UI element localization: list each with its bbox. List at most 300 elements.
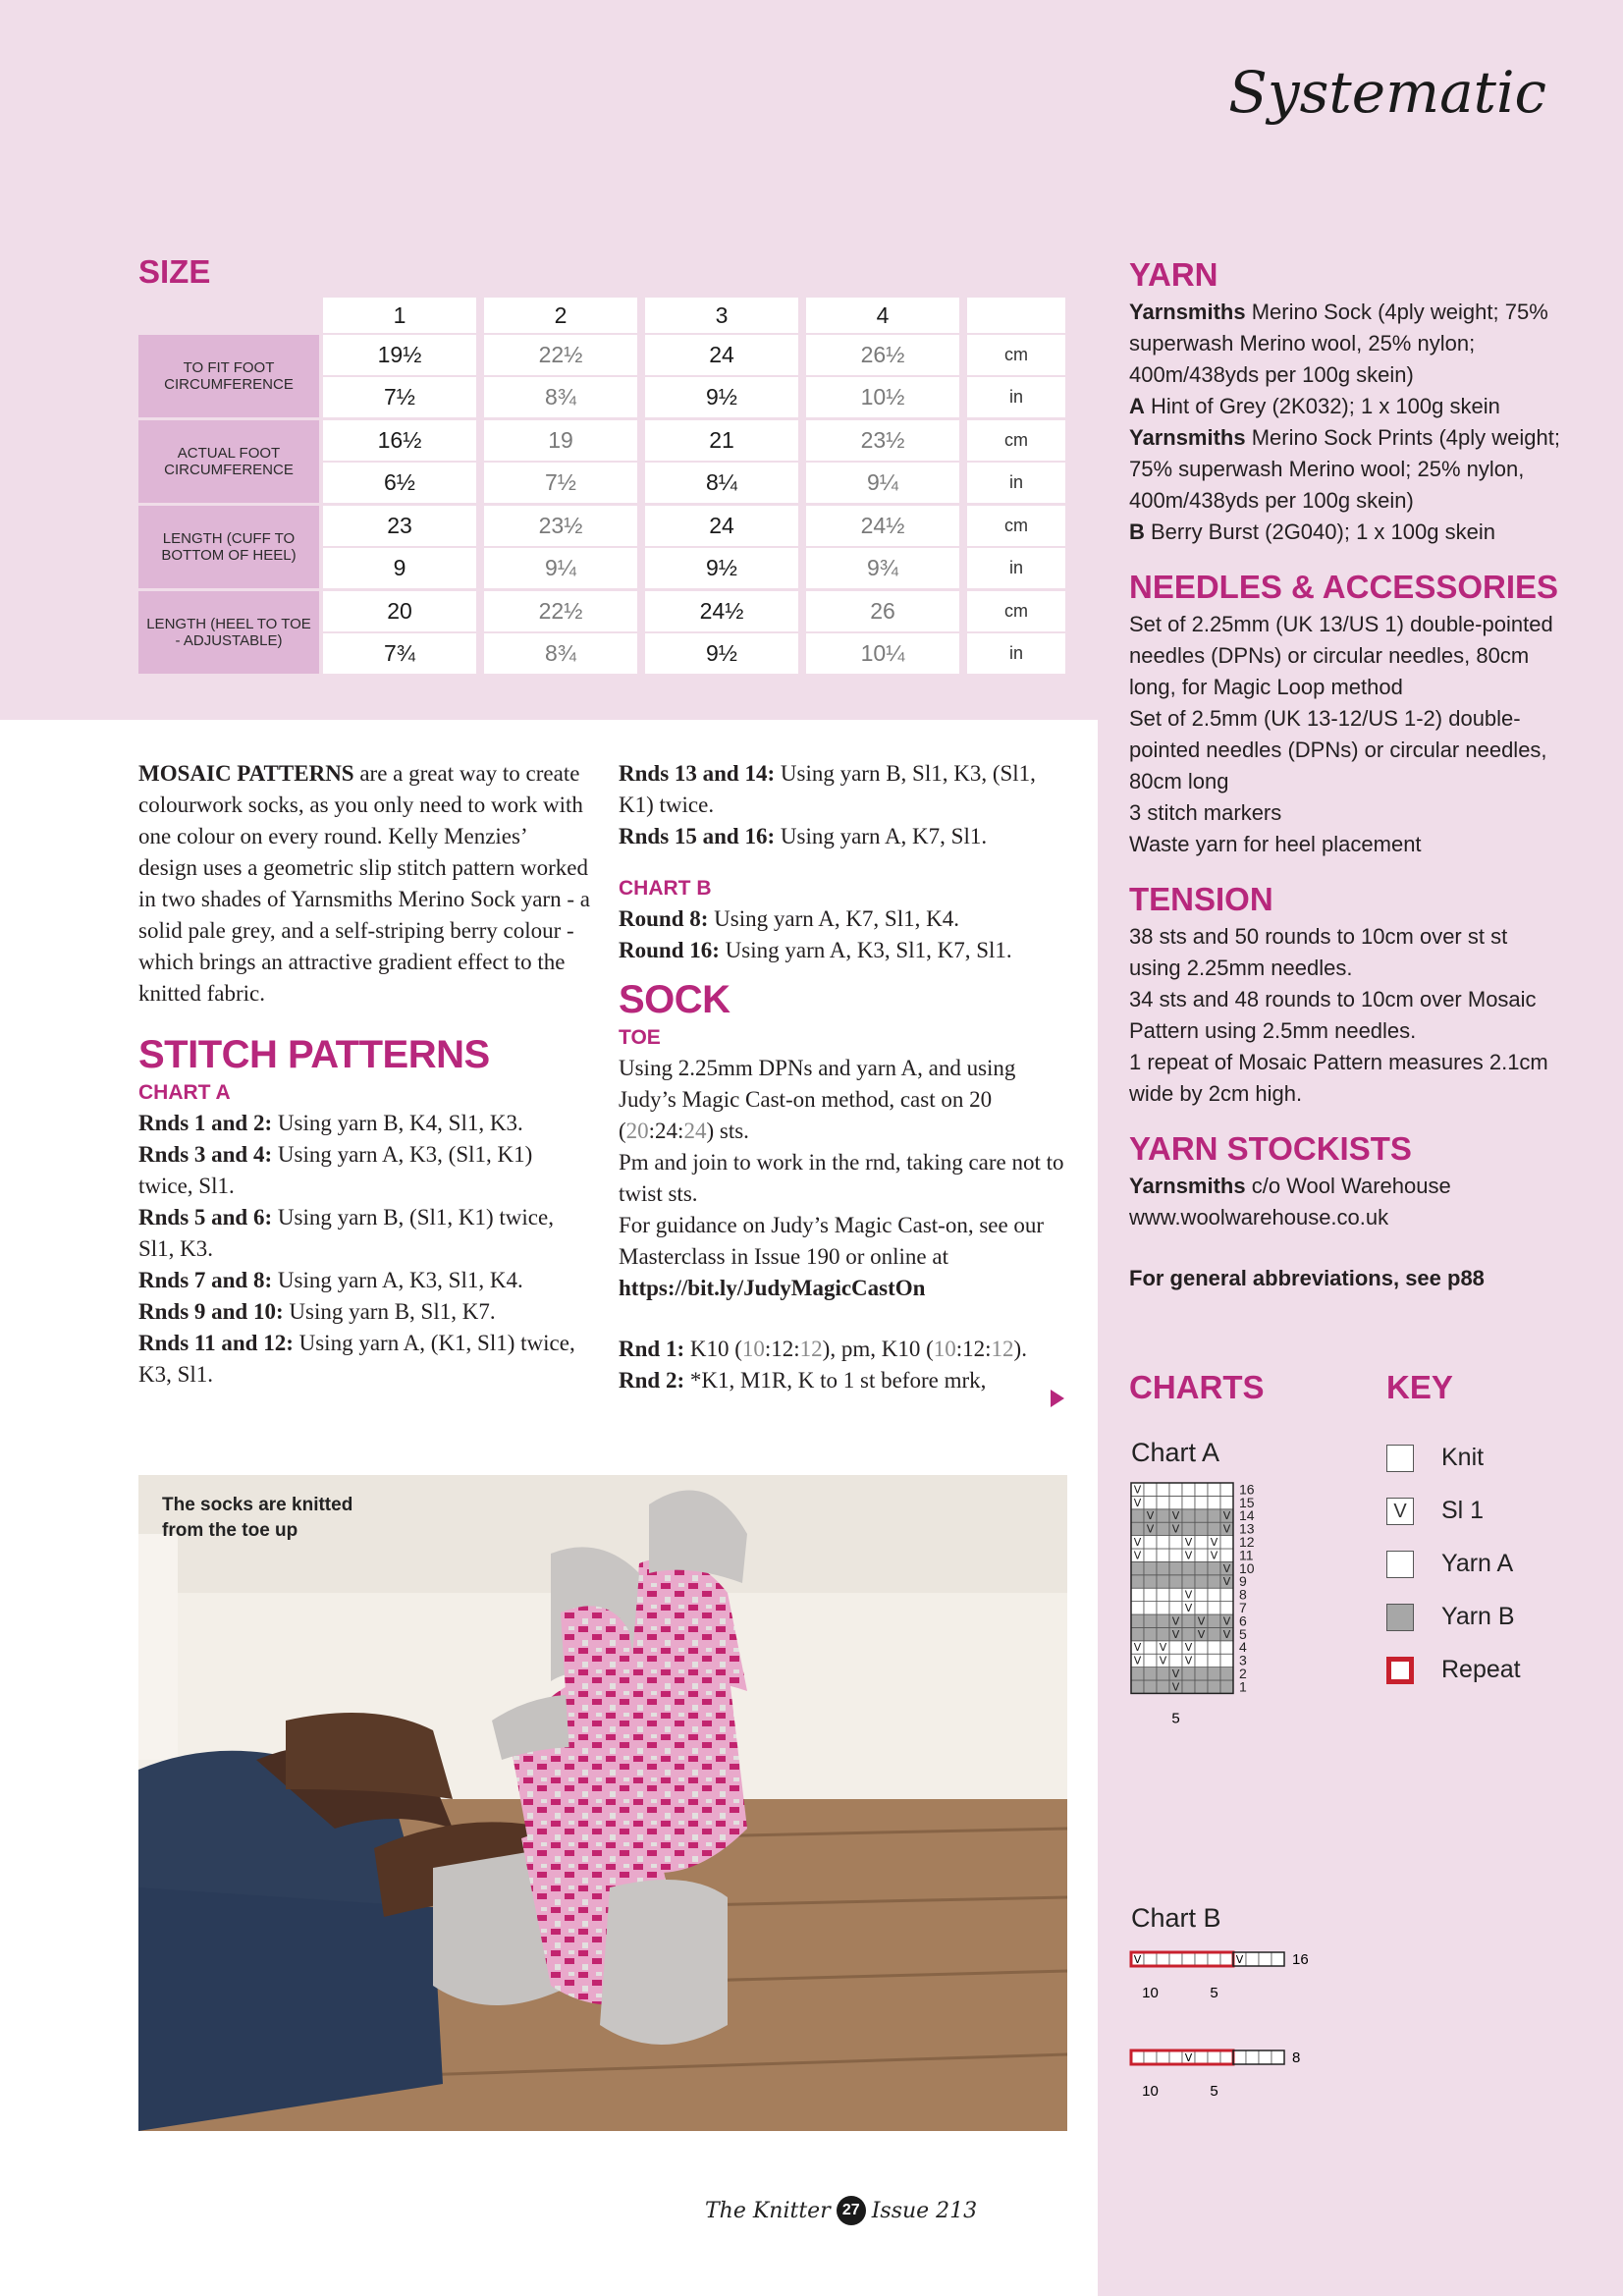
key-label: Repeat — [1441, 1656, 1521, 1683]
chart-a-slip-mark: V — [1171, 1680, 1180, 1694]
chart-a-cell — [1157, 1575, 1169, 1588]
size-unit-in: in — [967, 633, 1065, 674]
chart-a-instructions-continued — [619, 758, 1070, 852]
chart-b-cell — [1259, 2050, 1271, 2064]
chart-a-instructions — [138, 1108, 590, 1391]
chart-a-cell — [1195, 1496, 1208, 1508]
size-value-cm: 19 — [484, 420, 637, 461]
chart-a-cell — [1169, 1496, 1182, 1508]
chart-a-cell — [1157, 1614, 1169, 1627]
chart-a-cell — [1208, 1575, 1220, 1588]
chart-a-slip-mark: V — [1133, 1549, 1142, 1562]
size-unit-cm: cm — [967, 335, 1065, 375]
magic-cast-on-link[interactable]: https://bit.ly/JudyMagicCastOn — [619, 1276, 926, 1300]
chart-a-cell — [1157, 1522, 1169, 1535]
key-swatch-repeat — [1386, 1657, 1414, 1684]
chart-b-grid — [1127, 1944, 1422, 2121]
chart-a-slip-mark: V — [1146, 1509, 1155, 1523]
chart-a-cell — [1220, 1588, 1233, 1601]
size-value-cm: 23½ — [806, 420, 959, 461]
chart-b-column-number: 10 — [1142, 1985, 1159, 2001]
chart-b-cell — [1271, 2050, 1284, 2064]
chart-b-cell — [1246, 2050, 1259, 2064]
chart-b-cell — [1208, 2050, 1220, 2064]
chart-a-cell — [1144, 1641, 1157, 1654]
chart-a-cell — [1208, 1667, 1220, 1680]
section-title: Systematic — [1228, 59, 1546, 126]
needles-item: Set of 2.25mm (UK 13/US 1) double-pointed needles (DPNs) or circular needles, 80cm long, for Magic Loop method — [1129, 612, 1553, 699]
chart-a-cell — [1169, 1483, 1182, 1496]
tension-heading: TENSION — [1129, 881, 1273, 917]
size-unit-cm: cm — [967, 591, 1065, 631]
chart-b-cell — [1233, 2050, 1246, 2064]
toe-paragraph-1: Using 2.25mm DPNs and yarn A, and using Judy’s Magic Cast-on method, cast on 20 (20:24:24) sts. — [619, 1056, 1016, 1143]
stockists-heading: YARN STOCKISTS — [1129, 1130, 1412, 1167]
photo-caption: The socks are knitted from the toe up — [162, 1495, 353, 1541]
chart-a-cell — [1208, 1654, 1220, 1667]
chart-a-cell — [1220, 1483, 1233, 1496]
key-item-yarnB — [1386, 1603, 1515, 1631]
key-swatch-sl1: V — [1386, 1498, 1414, 1525]
chart-a-cell — [1131, 1561, 1144, 1574]
chart-a-cell — [1144, 1667, 1157, 1680]
chart-a-cell — [1144, 1680, 1157, 1693]
chart-a-cell — [1144, 1536, 1157, 1549]
chart-b-slip-mark: V — [1184, 2051, 1193, 2064]
key-label: Knit — [1441, 1444, 1485, 1471]
stockist-line: Yarnsmiths c/o Wool Warehouse — [1129, 1174, 1451, 1198]
chart-a-row-number: 8 — [1239, 1586, 1247, 1603]
chart-a-slip-mark: V — [1197, 1614, 1206, 1628]
chart-a-slip-mark: V — [1171, 1667, 1180, 1680]
chart-a-cell — [1131, 1588, 1144, 1601]
size-column-header: 1 — [323, 298, 476, 333]
size-unit-cm: cm — [967, 420, 1065, 461]
chart-a-row-number: 2 — [1239, 1666, 1247, 1681]
chart-a-cell — [1208, 1561, 1220, 1574]
chart-b-cell — [1144, 1952, 1157, 1966]
chart-a-slip-mark: V — [1171, 1614, 1180, 1628]
chart-a-cell — [1195, 1641, 1208, 1654]
chart-b-slip-mark: V — [1235, 1953, 1244, 1966]
chart-a-slip-mark: V — [1222, 1627, 1231, 1641]
chart-a-cell — [1144, 1588, 1157, 1601]
key-label: Sl 1 — [1441, 1497, 1485, 1524]
chart-a-slip-mark: V — [1171, 1627, 1180, 1641]
magazine-name: The Knitter — [705, 2198, 831, 2223]
size-value-cm: 19½ — [323, 335, 476, 375]
chart-a-cell — [1208, 1509, 1220, 1522]
size-value-in: 9½ — [645, 548, 798, 588]
chart-a-cell — [1220, 1680, 1233, 1693]
chart-a-cell — [1144, 1614, 1157, 1627]
chart-b-label: Chart B — [1131, 1903, 1221, 1933]
size-value-cm: 24½ — [645, 591, 798, 631]
chart-a-cell — [1195, 1536, 1208, 1549]
chart-a-cell — [1131, 1602, 1144, 1614]
size-unit-in: in — [967, 377, 1065, 417]
chart-a-slip-mark: V — [1133, 1654, 1142, 1667]
chart-a-cell — [1144, 1575, 1157, 1588]
continue-arrow-icon — [1051, 1390, 1064, 1407]
yarn-line-4: B Berry Burst (2G040); 1 x 100g skein — [1129, 519, 1495, 544]
right-column — [1129, 253, 1561, 1294]
chart-a-cell — [1220, 1641, 1233, 1654]
intro-lead: MOSAIC PATTERNS — [138, 761, 354, 786]
chart-a-cell — [1144, 1602, 1157, 1614]
chart-a-cell — [1195, 1483, 1208, 1496]
chart-a-cell — [1144, 1627, 1157, 1640]
chart-a-heading: CHART A — [138, 1081, 231, 1104]
chart-a-cell — [1169, 1641, 1182, 1654]
chart-a-cell — [1144, 1549, 1157, 1561]
size-row-label: ACTUAL FOOT CIRCUMFERENCE — [138, 420, 319, 503]
middle-column — [619, 758, 1070, 1396]
chart-a-row-number: 13 — [1239, 1520, 1255, 1537]
rnd-1: Rnd 1: K10 (10:12:12), pm, K10 (10:12:12). — [619, 1337, 1027, 1361]
chart-a-cell — [1182, 1614, 1195, 1627]
chart-a-cell — [1169, 1654, 1182, 1667]
chart-a-row-number: 5 — [1239, 1625, 1247, 1642]
chart-a-cell — [1157, 1680, 1169, 1693]
chart-a-cell — [1182, 1627, 1195, 1640]
chart-a-label: Chart A — [1131, 1438, 1220, 1467]
toe-paragraph-2: Pm and join to work in the rnd, taking care not to twist sts. — [619, 1150, 1064, 1206]
chart-a-round: Rnds 1 and 2: Using yarn B, K4, Sl1, K3. — [138, 1111, 523, 1135]
chart-a-cell — [1144, 1561, 1157, 1574]
chart-a-row-number: 6 — [1239, 1613, 1247, 1629]
tension-item: 1 repeat of Mosaic Pattern measures 2.1cm wide by 2cm high. — [1129, 1050, 1548, 1106]
chart-a-cell — [1169, 1561, 1182, 1574]
chart-b-column-number: 5 — [1210, 1985, 1218, 2001]
key-swatch-yarnB — [1386, 1604, 1414, 1631]
size-unit-in: in — [967, 548, 1065, 588]
size-column-header: 2 — [484, 298, 637, 333]
left-column — [138, 758, 590, 1391]
chart-a-cell — [1208, 1614, 1220, 1627]
chart-a-row-number: 14 — [1239, 1507, 1255, 1524]
chart-a-grid — [1129, 1481, 1325, 1834]
key-swatch-knit — [1386, 1445, 1414, 1472]
page-number: 27 — [837, 2196, 866, 2225]
chart-a-cell — [1182, 1483, 1195, 1496]
yarn-line-3: Yarnsmiths Merino Sock Prints (4ply weight; 75% superwash Merino wool; 25% nylon, 400m/438yds per 100g skein) — [1129, 425, 1560, 513]
chart-b-heading: CHART B — [619, 877, 712, 900]
tension-item: 34 sts and 48 rounds to 10cm over Mosaic Pattern using 2.5mm needles. — [1129, 987, 1537, 1043]
chart-a-cell — [1169, 1588, 1182, 1601]
chart-b-round: Round 8: Using yarn A, K7, Sl1, K4. — [619, 906, 959, 931]
chart-a-cell — [1144, 1483, 1157, 1496]
key-item-repeat — [1386, 1656, 1521, 1684]
key-label: Yarn A — [1441, 1550, 1514, 1577]
chart-a-cell — [1208, 1483, 1220, 1496]
chart-a-cell — [1182, 1509, 1195, 1522]
needles-item: Waste yarn for heel placement — [1129, 832, 1422, 856]
chart-a-cell — [1195, 1561, 1208, 1574]
size-row-label: LENGTH (CUFF TO BOTTOM OF HEEL) — [138, 506, 319, 588]
chart-b-cell — [1220, 1952, 1233, 1966]
chart-b-row-number: 8 — [1292, 2050, 1301, 2066]
chart-a-round: Rnds 9 and 10: Using yarn B, Sl1, K7. — [138, 1299, 496, 1324]
key-item-yarnA — [1386, 1550, 1513, 1578]
chart-b-cell — [1271, 1952, 1284, 1966]
yarn-heading: YARN — [1129, 256, 1218, 293]
size-value-cm: 26½ — [806, 335, 959, 375]
chart-a-row-number: 3 — [1239, 1652, 1247, 1668]
size-value-in: 8¾ — [484, 377, 637, 417]
chart-a-cell — [1195, 1588, 1208, 1601]
chart-b-round: Round 16: Using yarn A, K3, Sl1, K7, Sl1. — [619, 938, 1012, 962]
issue-number: Issue 213 — [871, 2198, 978, 2223]
chart-a-slip-mark: V — [1222, 1614, 1231, 1628]
chart-a-slip-mark: V — [1184, 1588, 1193, 1602]
yarn-line-1: Yarnsmiths Merino Sock (4ply weight; 75% superwash Merino wool, 25% nylon; 400m/438yds per 100g skein) — [1129, 300, 1548, 387]
size-value-cm: 24 — [645, 335, 798, 375]
chart-a-cell — [1157, 1588, 1169, 1601]
size-value-in: 6½ — [323, 463, 476, 503]
chart-a-slip-mark: V — [1184, 1549, 1193, 1562]
chart-a-cell — [1195, 1680, 1208, 1693]
chart-b-column-number: 10 — [1142, 2083, 1159, 2100]
size-value-cm: 26 — [806, 591, 959, 631]
chart-a-slip-mark: V — [1222, 1561, 1231, 1575]
chart-a-cell — [1131, 1627, 1144, 1640]
chart-b-cell — [1195, 1952, 1208, 1966]
size-value-in: 9¼ — [806, 463, 959, 503]
size-value-cm: 23 — [323, 506, 476, 546]
chart-a-cell — [1169, 1575, 1182, 1588]
size-value-cm: 23½ — [484, 506, 637, 546]
chart-a-cell — [1169, 1602, 1182, 1614]
chart-a-cell — [1131, 1575, 1144, 1588]
abbreviations-note: For general abbreviations, see p88 — [1129, 1266, 1485, 1290]
size-value-in: 8¼ — [645, 463, 798, 503]
chart-a-cell — [1169, 1549, 1182, 1561]
chart-b-cell — [1169, 2050, 1182, 2064]
size-value-in: 9¾ — [806, 548, 959, 588]
chart-b-column-number: 5 — [1210, 2083, 1218, 2100]
size-value-cm: 22½ — [484, 335, 637, 375]
chart-a-cell — [1182, 1522, 1195, 1535]
chart-b-cell — [1246, 1952, 1259, 1966]
chart-a-cell — [1182, 1561, 1195, 1574]
chart-a-cell — [1182, 1667, 1195, 1680]
chart-a-cell — [1195, 1667, 1208, 1680]
chart-a-slip-mark: V — [1184, 1654, 1193, 1667]
size-value-cm: 16½ — [323, 420, 476, 461]
chart-a-row-number: 7 — [1239, 1600, 1247, 1615]
chart-b-instructions — [619, 903, 1070, 966]
chart-a-slip-mark: V — [1159, 1641, 1167, 1655]
chart-b-row-number: 16 — [1292, 1951, 1309, 1968]
needles-heading: NEEDLES & ACCESSORIES — [1129, 569, 1559, 605]
chart-a-cell — [1220, 1496, 1233, 1508]
chart-b-cell — [1195, 2050, 1208, 2064]
chart-a-slip-mark: V — [1222, 1509, 1231, 1523]
charts-heading: CHARTS — [1129, 1369, 1265, 1405]
chart-a-cell — [1157, 1667, 1169, 1680]
chart-a-cell — [1182, 1575, 1195, 1588]
chart-a-cell — [1157, 1509, 1169, 1522]
key-item-knit — [1386, 1444, 1484, 1472]
chart-a-cell — [1182, 1496, 1195, 1508]
sock-photo — [138, 1475, 1067, 2131]
chart-b-cell — [1157, 1952, 1169, 1966]
chart-b-cell — [1157, 2050, 1169, 2064]
size-value-cm: 20 — [323, 591, 476, 631]
stockist-url[interactable]: www.woolwarehouse.co.uk — [1129, 1205, 1389, 1230]
size-value-in: 10½ — [806, 377, 959, 417]
chart-a-slip-mark: V — [1171, 1509, 1180, 1523]
chart-b-cell — [1220, 2050, 1233, 2064]
chart-a-slip-mark: V — [1133, 1483, 1142, 1497]
chart-a-cell — [1208, 1588, 1220, 1601]
chart-a-cell — [1195, 1575, 1208, 1588]
chart-a-slip-mark: V — [1159, 1654, 1167, 1667]
chart-a-cell — [1208, 1496, 1220, 1508]
size-unit-cm: cm — [967, 506, 1065, 546]
chart-a-cell — [1157, 1602, 1169, 1614]
chart-a-slip-mark: V — [1184, 1602, 1193, 1614]
chart-a-cell — [1157, 1627, 1169, 1640]
chart-a-cell — [1220, 1654, 1233, 1667]
chart-a-slip-mark: V — [1146, 1522, 1155, 1536]
chart-a-slip-mark: V — [1184, 1641, 1193, 1655]
chart-b-cell — [1208, 1952, 1220, 1966]
chart-a-row-number: 9 — [1239, 1573, 1247, 1590]
tension-item: 38 sts and 50 rounds to 10cm over st st using 2.25mm needles. — [1129, 924, 1508, 980]
chart-a-row-number: 11 — [1239, 1547, 1254, 1563]
chart-a-cell — [1169, 1536, 1182, 1549]
chart-a-round: Rnds 7 and 8: Using yarn A, K3, Sl1, K4. — [138, 1268, 523, 1292]
chart-a-slip-mark: V — [1171, 1522, 1180, 1536]
chart-a-slip-mark: V — [1197, 1627, 1206, 1641]
chart-a-cell — [1144, 1496, 1157, 1508]
size-table — [138, 298, 1067, 665]
size-value-in: 8¾ — [484, 633, 637, 674]
chart-a-cell — [1220, 1536, 1233, 1549]
chart-a-cell — [1195, 1602, 1208, 1614]
chart-a-row-number: 1 — [1239, 1678, 1247, 1695]
chart-a-round: Rnds 5 and 6: Using yarn B, (Sl1, K1) twice, Sl1, K3. — [138, 1205, 554, 1261]
chart-a-cell — [1157, 1561, 1169, 1574]
chart-b-cell — [1144, 2050, 1157, 2064]
chart-a-cell — [1131, 1667, 1144, 1680]
rnd-2: Rnd 2: *K1, M1R, K to 1 st before mrk, — [619, 1368, 987, 1393]
chart-a-row-number: 10 — [1239, 1559, 1255, 1576]
chart-a-row-number: 4 — [1239, 1639, 1247, 1656]
chart-a-slip-mark: V — [1133, 1641, 1142, 1655]
chart-a-cell — [1208, 1602, 1220, 1614]
chart-a-slip-mark: V — [1133, 1496, 1142, 1509]
chart-b-cell — [1169, 1952, 1182, 1966]
chart-b-cell — [1131, 2050, 1144, 2064]
size-value-in: 7½ — [323, 377, 476, 417]
chart-a-cell — [1220, 1667, 1233, 1680]
chart-a-cell — [1220, 1549, 1233, 1561]
size-value-in: 9½ — [645, 377, 798, 417]
chart-a-cell — [1157, 1536, 1169, 1549]
chart-a-column-number: 5 — [1171, 1710, 1180, 1727]
size-value-in: 7¾ — [323, 633, 476, 674]
chart-a-cell — [1195, 1522, 1208, 1535]
chart-a-slip-mark: V — [1133, 1536, 1142, 1549]
stitch-patterns-heading: STITCH PATTERNS — [138, 1033, 490, 1076]
size-column-header: 3 — [645, 298, 798, 333]
sock-photo-illustration — [138, 1475, 1067, 2131]
chart-a-cell — [1208, 1522, 1220, 1535]
size-value-cm: 22½ — [484, 591, 637, 631]
size-value-in: 9½ — [645, 633, 798, 674]
chart-a-cell — [1157, 1496, 1169, 1508]
chart-a-row-number: 16 — [1239, 1481, 1255, 1498]
size-column-header: 4 — [806, 298, 959, 333]
chart-a-slip-mark: V — [1184, 1536, 1193, 1549]
chart-a-cell — [1131, 1522, 1144, 1535]
chart-a-row-number: 12 — [1239, 1534, 1255, 1550]
chart-a-cell — [1195, 1549, 1208, 1561]
chart-a-cell — [1144, 1654, 1157, 1667]
size-unit-in: in — [967, 463, 1065, 503]
needles-item: Set of 2.5mm (UK 13-12/US 1-2) double-pointed needles (DPNs) or circular needles, 80cm long — [1129, 706, 1547, 793]
size-value-in: 7½ — [484, 463, 637, 503]
chart-b-cell — [1259, 1952, 1271, 1966]
chart-a-cell — [1208, 1641, 1220, 1654]
chart-a-cell — [1208, 1680, 1220, 1693]
chart-a-round: Rnds 3 and 4: Using yarn A, K3, (Sl1, K1) twice, Sl1. — [138, 1142, 533, 1198]
chart-a-cell — [1220, 1602, 1233, 1614]
size-value-cm: 24 — [645, 506, 798, 546]
chart-b-cell — [1182, 1952, 1195, 1966]
chart-a-slip-mark: V — [1222, 1575, 1231, 1589]
chart-a-cell — [1195, 1509, 1208, 1522]
toe-heading: TOE — [619, 1026, 661, 1049]
size-heading: SIZE — [138, 253, 211, 290]
chart-a-cell — [1208, 1627, 1220, 1640]
page-footer — [705, 2196, 977, 2225]
chart-a-slip-mark: V — [1210, 1536, 1218, 1549]
sock-heading: SOCK — [619, 978, 730, 1021]
key-swatch-yarnA — [1386, 1551, 1414, 1578]
chart-a-cell — [1157, 1549, 1169, 1561]
chart-a-cell — [1131, 1614, 1144, 1627]
size-row-label: LENGTH (HEEL TO TOE - ADJUSTABLE) — [138, 591, 319, 674]
chart-b-slip-mark: V — [1133, 1953, 1142, 1966]
toe-paragraph-3: For guidance on Judy’s Magic Cast-on, see our Masterclass in Issue 190 or online at https://bit.ly/JudyMagicCastOn — [619, 1213, 1045, 1300]
chart-a-row-number: 15 — [1239, 1494, 1255, 1510]
chart-a-cell — [1157, 1483, 1169, 1496]
chart-a-cell — [1195, 1654, 1208, 1667]
key-label: Yarn B — [1441, 1603, 1515, 1630]
needles-item: 3 stitch markers — [1129, 800, 1282, 825]
chart-a-cell — [1131, 1680, 1144, 1693]
key-item-sl1 — [1386, 1497, 1484, 1525]
key-heading: KEY — [1386, 1369, 1453, 1405]
intro-text: are a great way to create colourwork socks, as you only need to work with one colour on every round. Kelly Menzies’ design uses a geometric slip stitch pattern worked in two shades of Yarnsmiths Merino Sock yarn - a solid pale grey, and a self-striping berry colour - which brings an attractive gradient effect to the knitted fabric. — [138, 761, 590, 1006]
size-value-in: 9¼ — [484, 548, 637, 588]
chart-a-round: Rnds 11 and 12: Using yarn A, (K1, Sl1) twice, K3, Sl1. — [138, 1331, 575, 1387]
chart-a-cell — [1131, 1509, 1144, 1522]
chart-a-slip-mark: V — [1222, 1522, 1231, 1536]
size-column-header-blank — [967, 298, 1065, 333]
size-value-cm: 24½ — [806, 506, 959, 546]
chart-a-cell — [1182, 1680, 1195, 1693]
yarn-line-2: A Hint of Grey (2K032); 1 x 100g skein — [1129, 394, 1500, 418]
chart-a-slip-mark: V — [1210, 1549, 1218, 1562]
size-value-in: 10¼ — [806, 633, 959, 674]
size-value-in: 9 — [323, 548, 476, 588]
size-row-label: TO FIT FOOT CIRCUMFERENCE — [138, 335, 319, 417]
